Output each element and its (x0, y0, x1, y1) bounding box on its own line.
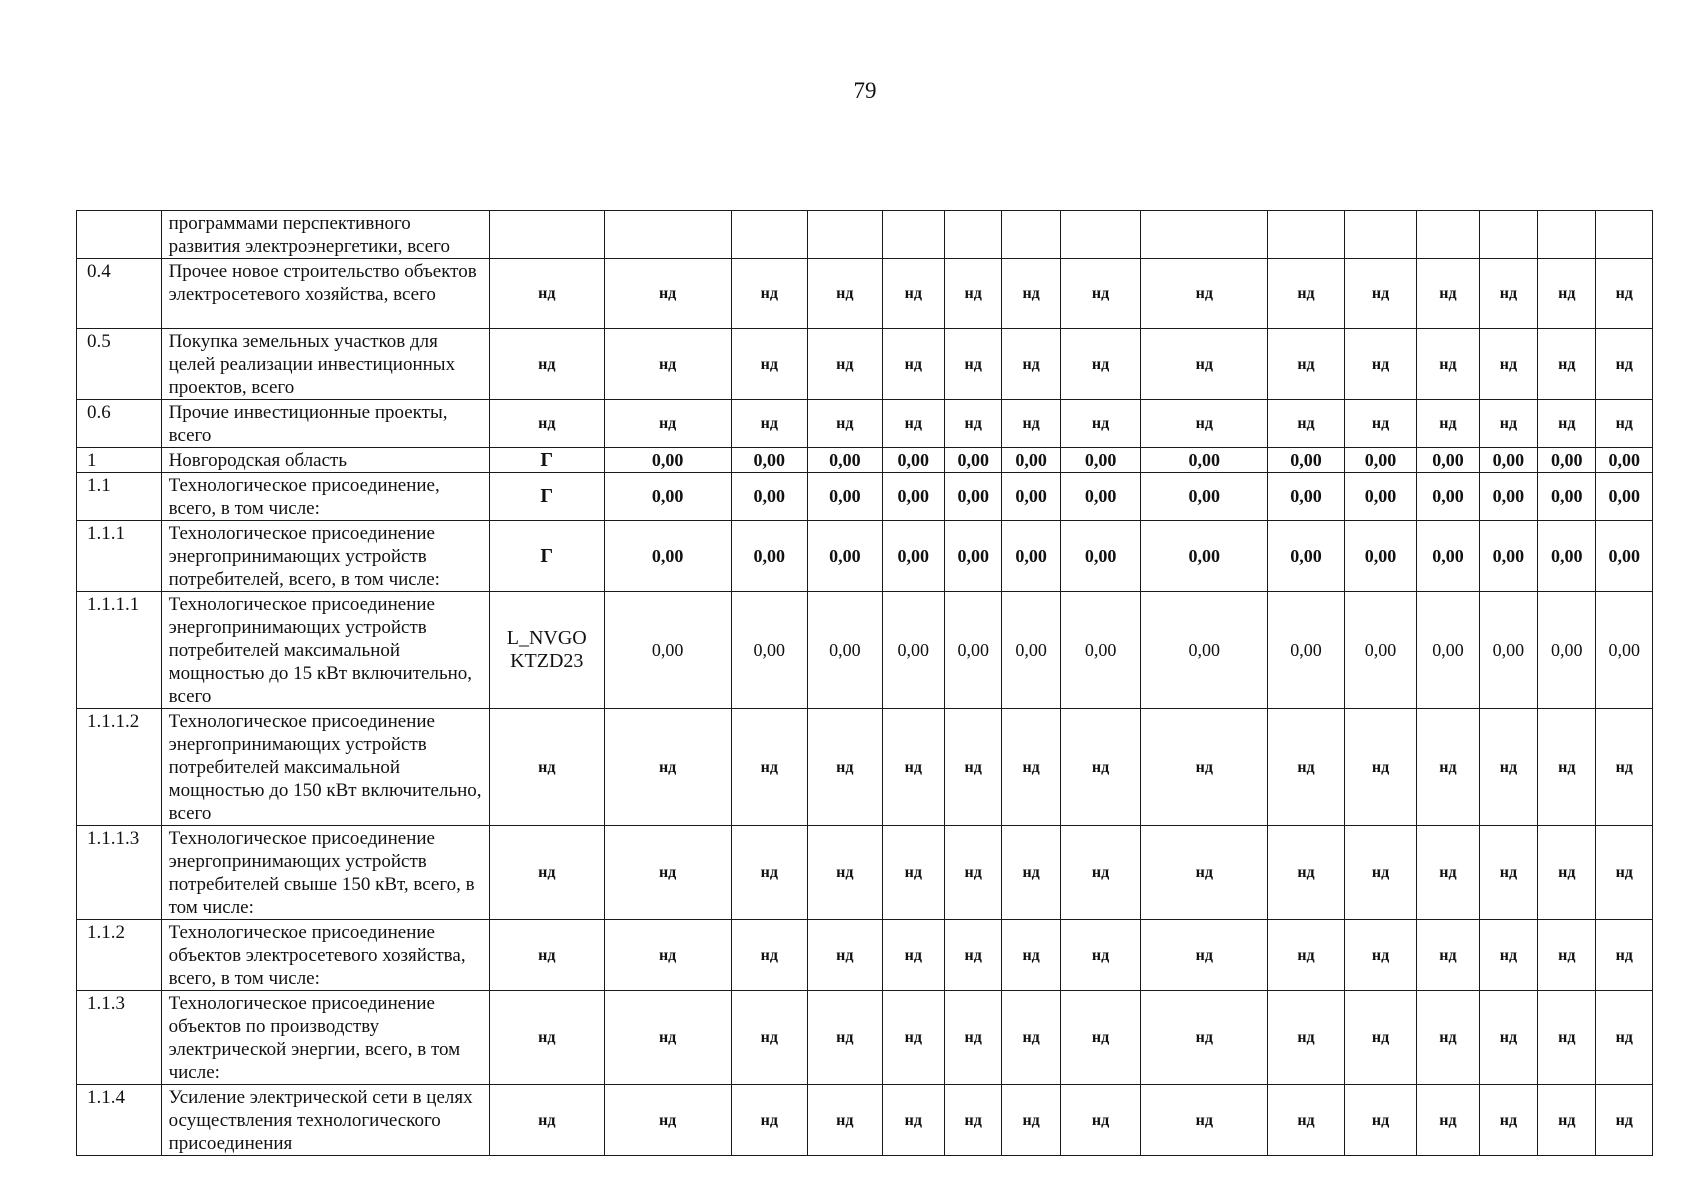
value-cell (1268, 211, 1345, 259)
value-cell: нд (1596, 826, 1653, 920)
value-cell: нд (1344, 259, 1417, 329)
value-cell: нд (1538, 259, 1596, 329)
table-row (77, 211, 1653, 259)
value-cell: нд (882, 400, 944, 448)
value-cell: 0,00 (1344, 473, 1417, 521)
value-cell (1479, 211, 1537, 259)
value-cell: нд (1479, 920, 1537, 991)
value-cell: нд (1268, 826, 1345, 920)
value-cell: нд (1060, 826, 1141, 920)
table-row (77, 592, 1653, 709)
value-cell: 0,00 (1141, 521, 1268, 592)
value-cell: нд (882, 259, 944, 329)
value-cell: 0,00 (882, 592, 944, 709)
value-cell: нд (731, 709, 808, 826)
table-row (77, 709, 1653, 826)
value-cell: нд (945, 920, 1002, 991)
row-number: 1.1.1 (77, 521, 162, 592)
value-cell: нд (1268, 991, 1345, 1085)
value-cell: 0,00 (808, 473, 883, 521)
row-code: нд (489, 259, 604, 329)
value-cell: нд (731, 259, 808, 329)
value-cell: нд (1060, 259, 1141, 329)
value-cell: нд (1417, 259, 1479, 329)
value-cell: нд (1002, 826, 1060, 920)
value-cell: 0,00 (882, 448, 944, 473)
value-cell: нд (604, 709, 731, 826)
value-cell (1002, 211, 1060, 259)
value-cell: нд (1268, 1085, 1345, 1156)
value-cell: нд (731, 920, 808, 991)
value-cell: нд (1002, 1085, 1060, 1156)
row-code: нд (489, 920, 604, 991)
value-cell: нд (1344, 1085, 1417, 1156)
row-code: нд (489, 826, 604, 920)
value-cell: нд (731, 329, 808, 400)
row-code: Г (489, 521, 604, 592)
value-cell (1417, 211, 1479, 259)
row-code: нд (489, 991, 604, 1085)
value-cell: нд (1060, 400, 1141, 448)
value-cell: нд (1141, 1085, 1268, 1156)
table-row (77, 329, 1653, 400)
row-code: нд (489, 400, 604, 448)
value-cell: 0,00 (731, 592, 808, 709)
row-code: нд (489, 329, 604, 400)
value-cell: нд (882, 709, 944, 826)
value-cell: 0,00 (1344, 592, 1417, 709)
row-code (489, 211, 604, 259)
row-number: 1.1.4 (77, 1085, 162, 1156)
row-number: 1.1.2 (77, 920, 162, 991)
row-code: нд (489, 709, 604, 826)
value-cell: 0,00 (1479, 448, 1537, 473)
row-name: Прочие инвестиционные проекты, всего (161, 400, 489, 448)
value-cell: нд (882, 991, 944, 1085)
value-cell: нд (1141, 991, 1268, 1085)
value-cell: нд (1417, 991, 1479, 1085)
value-cell: нд (945, 991, 1002, 1085)
value-cell: 0,00 (1596, 448, 1653, 473)
value-cell: 0,00 (604, 521, 731, 592)
value-cell: 0,00 (1002, 521, 1060, 592)
value-cell: нд (1479, 991, 1537, 1085)
table-row (77, 259, 1653, 329)
value-cell: нд (1141, 920, 1268, 991)
value-cell: 0,00 (945, 521, 1002, 592)
value-cell (1538, 211, 1596, 259)
value-cell: 0,00 (1268, 448, 1345, 473)
value-cell: 0,00 (1268, 521, 1345, 592)
value-cell: 0,00 (1479, 473, 1537, 521)
row-name: Технологическое присоединение объектов электросетевого хозяйства, всего, в том числе: (161, 920, 489, 991)
value-cell: 0,00 (808, 448, 883, 473)
value-cell: нд (604, 1085, 731, 1156)
value-cell: нд (1538, 329, 1596, 400)
row-number: 1.1 (77, 473, 162, 521)
value-cell: нд (604, 400, 731, 448)
value-cell: нд (1417, 920, 1479, 991)
value-cell: нд (731, 400, 808, 448)
value-cell: нд (1479, 826, 1537, 920)
value-cell: 0,00 (731, 448, 808, 473)
value-cell (882, 211, 944, 259)
row-code: Г (489, 473, 604, 521)
value-cell: нд (1060, 920, 1141, 991)
value-cell: нд (945, 259, 1002, 329)
value-cell: 0,00 (1538, 592, 1596, 709)
row-code: Г (489, 448, 604, 473)
value-cell: нд (1002, 400, 1060, 448)
row-code: нд (489, 1085, 604, 1156)
value-cell: нд (1141, 709, 1268, 826)
value-cell (1596, 211, 1653, 259)
row-number: 0.5 (77, 329, 162, 400)
page-number: 79 (853, 78, 877, 103)
value-cell: нд (1141, 259, 1268, 329)
value-cell: 0,00 (1344, 521, 1417, 592)
value-cell: нд (1002, 709, 1060, 826)
value-cell: нд (1596, 329, 1653, 400)
value-cell: нд (882, 920, 944, 991)
value-cell: нд (808, 991, 883, 1085)
value-cell: 0,00 (1060, 592, 1141, 709)
row-name: Технологическое присоединение энергопринимающих устройств потребителей свыше 150 кВт, всего, в том числе: (161, 826, 489, 920)
row-number: 0.6 (77, 400, 162, 448)
value-cell: 0,00 (1596, 521, 1653, 592)
value-cell: нд (1268, 400, 1345, 448)
value-cell: нд (1002, 329, 1060, 400)
value-cell: нд (1141, 400, 1268, 448)
value-cell: нд (1002, 920, 1060, 991)
value-cell: нд (604, 920, 731, 991)
value-cell: нд (1141, 826, 1268, 920)
value-cell: нд (1479, 1085, 1537, 1156)
value-cell: нд (1479, 709, 1537, 826)
value-cell: нд (1417, 1085, 1479, 1156)
value-cell (1344, 211, 1417, 259)
value-cell: нд (945, 400, 1002, 448)
value-cell: нд (1268, 329, 1345, 400)
value-cell: 0,00 (1060, 521, 1141, 592)
value-cell: нд (882, 826, 944, 920)
value-cell: нд (1596, 400, 1653, 448)
value-cell: 0,00 (1538, 521, 1596, 592)
value-cell: 0,00 (1479, 521, 1537, 592)
value-cell: нд (1344, 329, 1417, 400)
value-cell: 0,00 (1141, 448, 1268, 473)
value-cell: нд (945, 709, 1002, 826)
value-cell: нд (1417, 709, 1479, 826)
row-name: Усиление электрической сети в целях осуществления технологического присоединения (161, 1085, 489, 1156)
value-cell: 0,00 (945, 473, 1002, 521)
value-cell: нд (1060, 1085, 1141, 1156)
value-cell: 0,00 (1538, 473, 1596, 521)
value-cell: нд (1002, 259, 1060, 329)
table-row (77, 920, 1653, 991)
value-cell: 0,00 (1002, 592, 1060, 709)
value-cell: нд (731, 1085, 808, 1156)
value-cell: 0,00 (731, 521, 808, 592)
value-cell: 0,00 (1141, 592, 1268, 709)
value-cell: нд (731, 991, 808, 1085)
value-cell (945, 211, 1002, 259)
value-cell: 0,00 (1417, 592, 1479, 709)
value-cell: нд (1538, 1085, 1596, 1156)
value-cell (604, 211, 731, 259)
value-cell: нд (1596, 709, 1653, 826)
table-row (77, 1085, 1653, 1156)
value-cell: 0,00 (1002, 473, 1060, 521)
value-cell: нд (1060, 991, 1141, 1085)
value-cell: нд (1538, 826, 1596, 920)
value-cell: 0,00 (945, 448, 1002, 473)
value-cell: 0,00 (882, 521, 944, 592)
table-row (77, 400, 1653, 448)
value-cell: нд (945, 826, 1002, 920)
value-cell: 0,00 (1417, 473, 1479, 521)
value-cell: нд (1596, 920, 1653, 991)
value-cell: нд (808, 920, 883, 991)
value-cell: нд (1344, 400, 1417, 448)
value-cell: 0,00 (1479, 592, 1537, 709)
value-cell: 0,00 (1002, 448, 1060, 473)
row-number: 1.1.3 (77, 991, 162, 1085)
value-cell: нд (604, 826, 731, 920)
value-cell: 0,00 (945, 592, 1002, 709)
value-cell: 0,00 (1417, 448, 1479, 473)
table-row (77, 448, 1653, 473)
value-cell: нд (1596, 259, 1653, 329)
value-cell: 0,00 (882, 473, 944, 521)
row-name: Прочее новое строительство объектов электросетевого хозяйства, всего (161, 259, 489, 329)
row-name: программами перспективного развития электроэнергетики, всего (161, 211, 489, 259)
value-cell: нд (1479, 329, 1537, 400)
value-cell: нд (604, 259, 731, 329)
value-cell: нд (604, 329, 731, 400)
value-cell: нд (945, 329, 1002, 400)
table-row (77, 991, 1653, 1085)
value-cell: нд (808, 826, 883, 920)
value-cell: 0,00 (604, 473, 731, 521)
value-cell: нд (808, 709, 883, 826)
table-row (77, 826, 1653, 920)
value-cell: нд (1344, 826, 1417, 920)
value-cell: нд (1344, 709, 1417, 826)
value-cell (808, 211, 883, 259)
row-name: Технологическое присоединение объектов по производству электрической энергии, всего, в том числе: (161, 991, 489, 1085)
row-number: 1.1.1.1 (77, 592, 162, 709)
value-cell: 0,00 (1060, 448, 1141, 473)
row-number: 1 (77, 448, 162, 473)
value-cell: нд (1344, 920, 1417, 991)
row-number: 1.1.1.3 (77, 826, 162, 920)
value-cell: нд (882, 1085, 944, 1156)
value-cell (731, 211, 808, 259)
value-cell: 0,00 (1268, 592, 1345, 709)
value-cell: нд (1060, 329, 1141, 400)
row-number: 0.4 (77, 259, 162, 329)
value-cell: 0,00 (1417, 521, 1479, 592)
value-cell: нд (808, 329, 883, 400)
value-cell: нд (1344, 991, 1417, 1085)
value-cell: нд (1538, 991, 1596, 1085)
row-name: Покупка земельных участков для целей реализации инвестиционных проектов, всего (161, 329, 489, 400)
value-cell: нд (1002, 991, 1060, 1085)
table-row (77, 473, 1653, 521)
row-number: 1.1.1.2 (77, 709, 162, 826)
value-cell: 0,00 (1596, 592, 1653, 709)
investment-program-table (76, 210, 1653, 1156)
value-cell: 0,00 (1344, 448, 1417, 473)
value-cell: нд (604, 991, 731, 1085)
value-cell: нд (1479, 400, 1537, 448)
value-cell: нд (1538, 400, 1596, 448)
row-name: Технологическое присоединение энергопринимающих устройств потребителей максимальной мощностью до 150 кВт включительно, всего (161, 709, 489, 826)
value-cell: нд (1596, 991, 1653, 1085)
value-cell: нд (1268, 920, 1345, 991)
value-cell: нд (1479, 259, 1537, 329)
row-name: Новгородская область (161, 448, 489, 473)
value-cell: 0,00 (1060, 473, 1141, 521)
table-row (77, 521, 1653, 592)
value-cell: 0,00 (1596, 473, 1653, 521)
value-cell: нд (1417, 826, 1479, 920)
value-cell: нд (1417, 400, 1479, 448)
value-cell: нд (882, 329, 944, 400)
value-cell: нд (1417, 329, 1479, 400)
value-cell: 0,00 (1538, 448, 1596, 473)
value-cell: нд (1268, 709, 1345, 826)
value-cell: 0,00 (808, 592, 883, 709)
value-cell: 0,00 (1268, 473, 1345, 521)
row-code: L_NVGO KTZD23 (489, 592, 604, 709)
value-cell: нд (1060, 709, 1141, 826)
value-cell: 0,00 (604, 448, 731, 473)
row-name: Технологическое присоединение, всего, в том числе: (161, 473, 489, 521)
row-number (77, 211, 162, 259)
value-cell (1060, 211, 1141, 259)
value-cell: нд (1141, 329, 1268, 400)
value-cell: нд (945, 1085, 1002, 1156)
value-cell: нд (808, 259, 883, 329)
value-cell (1141, 211, 1268, 259)
value-cell: нд (731, 826, 808, 920)
value-cell: нд (808, 400, 883, 448)
value-cell: 0,00 (731, 473, 808, 521)
value-cell: 0,00 (808, 521, 883, 592)
value-cell: нд (1538, 920, 1596, 991)
value-cell: нд (1596, 1085, 1653, 1156)
value-cell: 0,00 (604, 592, 731, 709)
value-cell: нд (1268, 259, 1345, 329)
row-name: Технологическое присоединение энергопринимающих устройств потребителей максимальной мощностью до 15 кВт включительно, всего (161, 592, 489, 709)
value-cell: 0,00 (1141, 473, 1268, 521)
value-cell: нд (808, 1085, 883, 1156)
value-cell: нд (1538, 709, 1596, 826)
row-name: Технологическое присоединение энергопринимающих устройств потребителей, всего, в том числе: (161, 521, 489, 592)
